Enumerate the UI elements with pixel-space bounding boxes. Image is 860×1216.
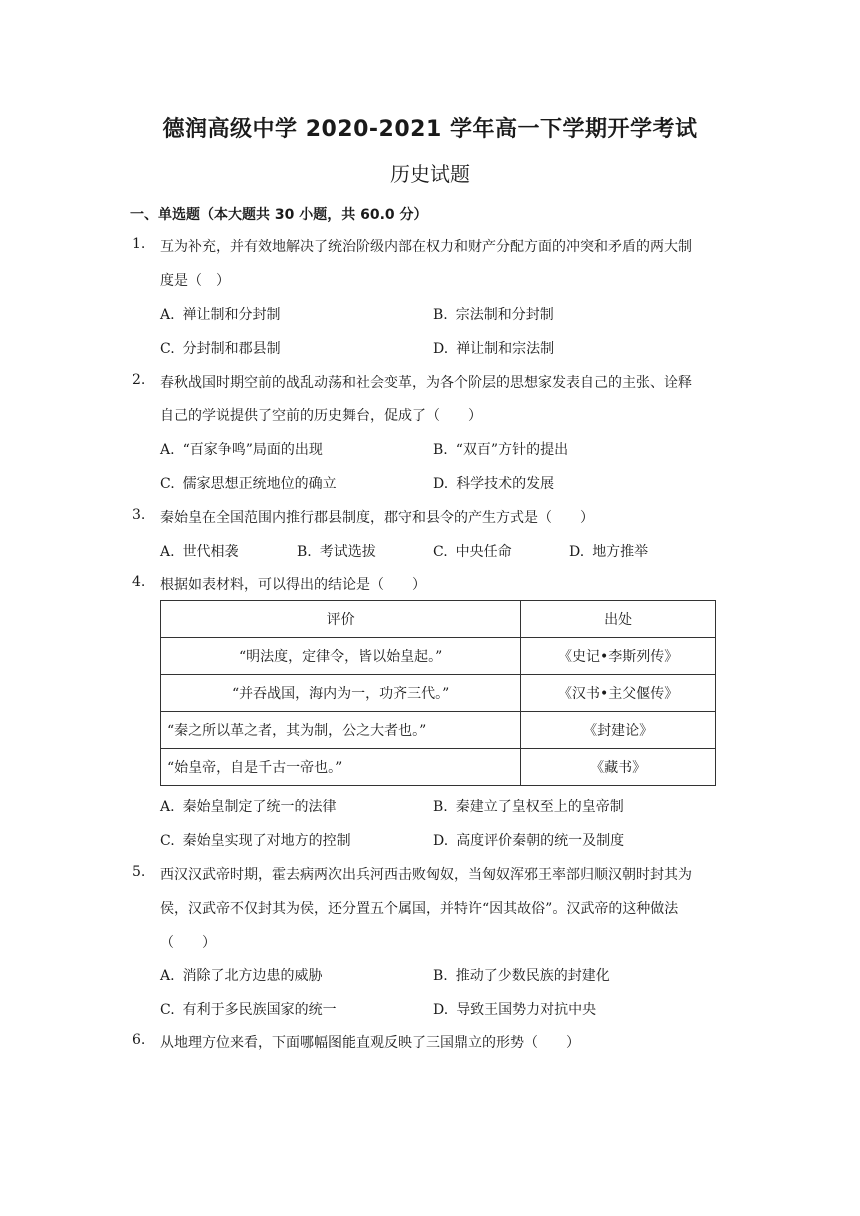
question-number: 1. (132, 236, 146, 252)
option-d: D. 地方推举 (569, 544, 649, 560)
question-text-line: 侯，汉武帝不仅封其为侯，还分置五个属国，并特许“因其故俗”。汉武帝的这种做法 (160, 901, 679, 917)
question-text-line: 秦始皇在全国范围内推行郡县制度，郡守和县令的产生方式是（ ） (160, 510, 594, 526)
question-text-line: （ ） (160, 935, 216, 951)
option-a: A. “百家争鸣”局面的出现 (160, 442, 323, 458)
question-text-line: 从地理方位来看，下面哪幅图能直观反映了三国鼎立的形势（ ） (160, 1035, 580, 1051)
question-number: 2. (132, 372, 146, 388)
page-title: 德润高级中学 2020-2021 学年高一下学期开学考试 (162, 117, 698, 142)
option-b: B. 推动了少数民族的封建化 (433, 968, 610, 984)
option-c: C. 儒家思想正统地位的确立 (160, 476, 337, 492)
question-number: 5. (132, 864, 146, 880)
option-d: D. 禅让制和宗法制 (433, 341, 555, 357)
question-text-line: 自己的学说提供了空前的历史舞台，促成了（ ） (160, 408, 482, 424)
option-a: A. 禅让制和分封制 (160, 307, 281, 323)
table-cell-quote: “秦之所以革之者，其为制，公之大者也。” (161, 712, 521, 749)
table-row (161, 749, 716, 786)
table-row (161, 638, 716, 675)
table-row (161, 675, 716, 712)
table-row (161, 712, 716, 749)
question-number: 4. (132, 574, 146, 590)
table-cell-source: 《藏书》 (521, 749, 716, 786)
table-cell-source: 《史记•李斯列传》 (521, 638, 716, 675)
option-b: B. “双百”方针的提出 (433, 442, 569, 458)
page-subtitle: 历史试题 (390, 162, 470, 186)
option-d: D. 科学技术的发展 (433, 476, 555, 492)
table-cell-quote: “始皇帝，自是千古一帝也。” (161, 749, 521, 786)
table-cell-quote: “明法度，定律令，皆以始皇起。” (161, 638, 521, 675)
option-a: A. 世代相袭 (160, 544, 239, 560)
option-d: D. 导致王国势力对抗中央 (433, 1002, 597, 1018)
question-number: 6. (132, 1032, 146, 1048)
question-text-line: 度是（ ） (160, 273, 230, 289)
option-b: B. 考试选拔 (297, 544, 376, 560)
section-heading: 一、单选题（本大题共 30 小题，共 60.0 分） (130, 207, 428, 223)
question-text-line: 春秋战国时期空前的战乱动荡和社会变革，为各个阶层的思想家发表自己的主张、诠释 (160, 375, 692, 391)
option-b: B. 秦建立了皇权至上的皇帝制 (433, 799, 624, 815)
option-a: A. 消除了北方边患的威胁 (160, 968, 323, 984)
table-header-row (161, 601, 716, 638)
option-a: A. 秦始皇制定了统一的法律 (160, 799, 337, 815)
option-c: C. 有利于多民族国家的统一 (160, 1002, 337, 1018)
table-header-cell: 评价 (161, 601, 521, 638)
table-cell-quote: “并吞战国，海内为一，功齐三代。” (161, 675, 521, 712)
table-cell-source: 《封建论》 (521, 712, 716, 749)
question-text-line: 根据如表材料，可以得出的结论是（ ） (160, 577, 426, 593)
option-d: D. 高度评价秦朝的统一及制度 (433, 833, 625, 849)
question-text-line: 西汉汉武帝时期，霍去病两次出兵河西击败匈奴，当匈奴浑邪王率部归顺汉朝时封其为 (160, 867, 692, 883)
option-c: C. 秦始皇实现了对地方的控制 (160, 833, 351, 849)
question-number: 3. (132, 507, 146, 523)
table-cell-source: 《汉书•主父偃传》 (521, 675, 716, 712)
option-b: B. 宗法制和分封制 (433, 307, 554, 323)
option-c: C. 分封制和郡县制 (160, 341, 281, 357)
source-table (160, 600, 716, 786)
option-c: C. 中央任命 (433, 544, 512, 560)
question-text-line: 互为补充，并有效地解决了统治阶级内部在权力和财产分配方面的冲突和矛盾的两大制 (160, 239, 692, 255)
table-header-cell: 出处 (521, 601, 716, 638)
